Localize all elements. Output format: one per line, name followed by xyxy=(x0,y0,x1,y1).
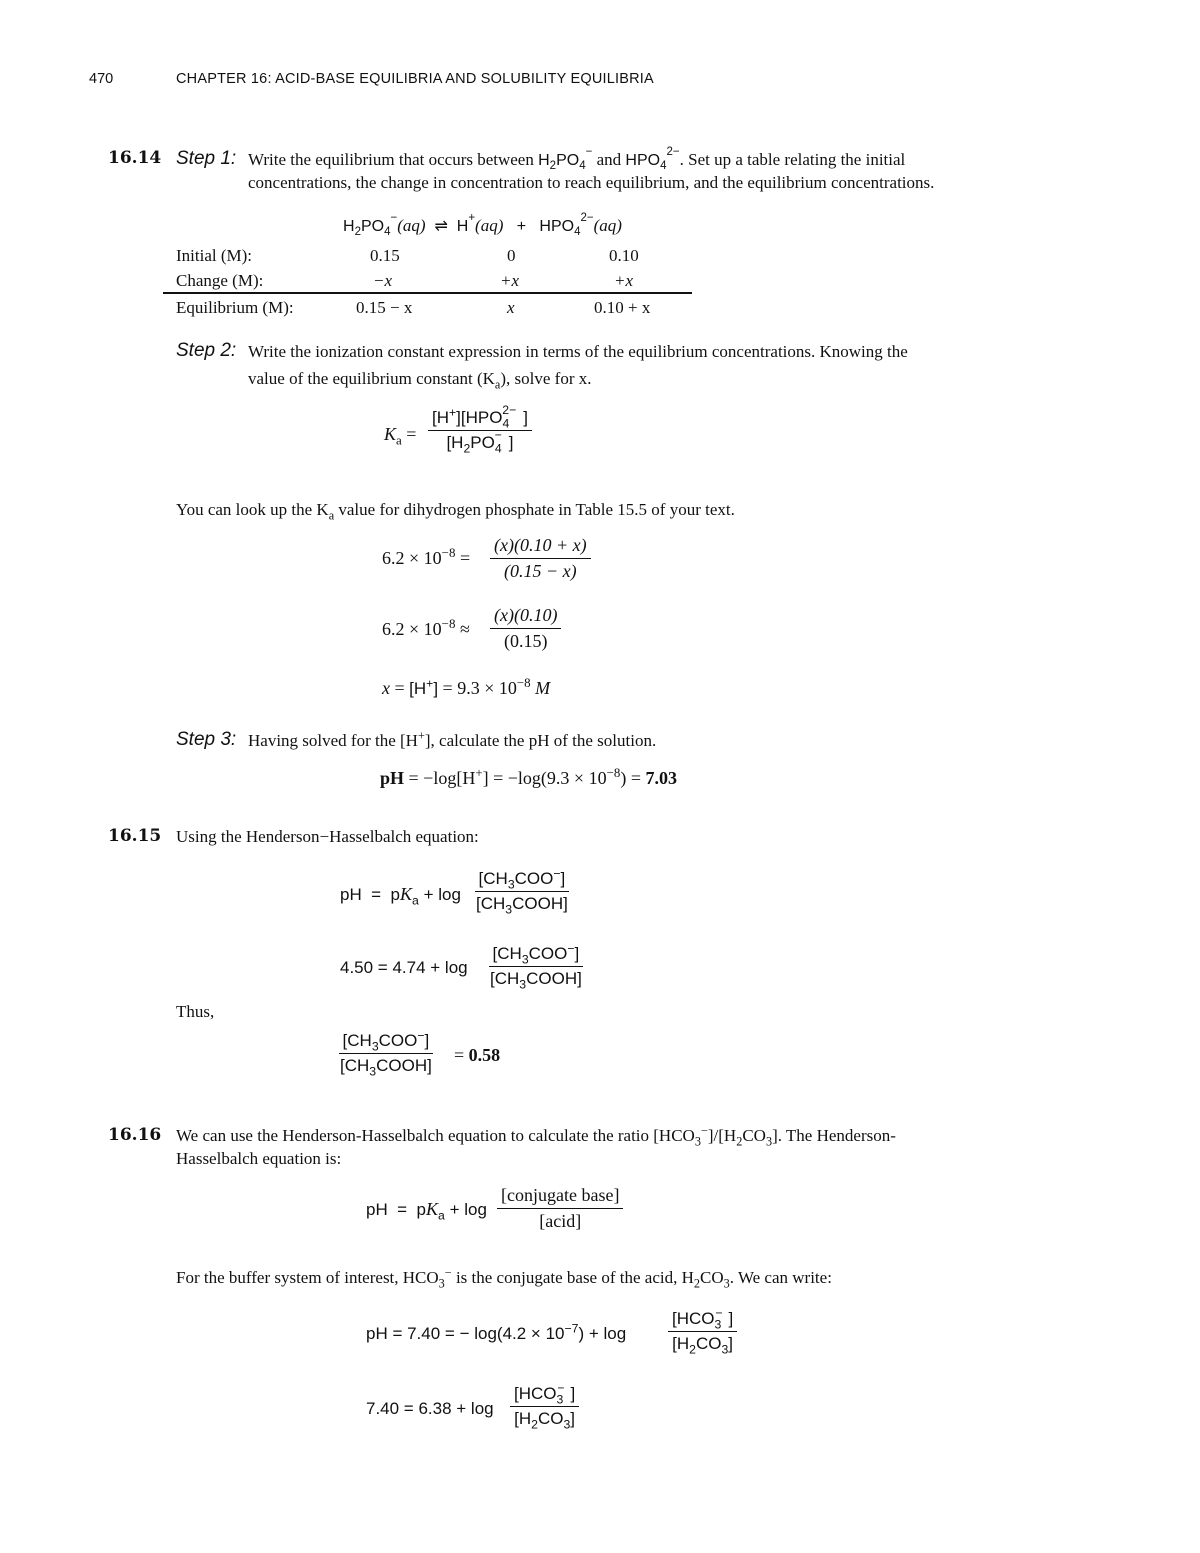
row-change-label: Change (M): xyxy=(176,271,264,290)
step2-line2: value of the equilibrium constant $(K_a)$, solve for x. xyxy=(248,369,592,392)
step1-line2: concentrations, the change in concentration to reach equilibrium, and the equilibrium concentrations. xyxy=(248,173,935,192)
buffer-fraction-a: [$HCO_3^-$ ] $[H_2CO_3]$ xyxy=(668,1309,737,1354)
step1-line1: Write the equilibrium that occurs between $H_2PO_4^-$ and $HPO_4^{2-}$. Set up a table relating the initial xyxy=(248,145,906,173)
ka-fraction: $[H^+][HPO_4^{2-}$ ] [$H_2PO_4^-$ ] xyxy=(428,408,532,453)
row-change-c2: +x xyxy=(500,271,520,290)
ph-equation: pH = $-\log[H^+] = -\log(9.3 \times 10^{-8}) = 7.03$ xyxy=(380,765,678,788)
problem-number-16-15: 16.15 xyxy=(108,826,162,846)
buffer-fraction-b: [$HCO_3^-$ ] $[H_2CO_3]$ xyxy=(510,1384,579,1429)
hh-fraction-2: $[CH_3COO^-]$ $[CH_3COOH]$ xyxy=(490,941,582,992)
step3-text: Having solved for the [H+], calculate the pH of the solution. xyxy=(248,728,657,750)
problem-number-16-16: 16.16 xyxy=(108,1125,162,1145)
ka-symbol: $K_a$ = xyxy=(384,424,417,448)
eq1-fraction: $\frac{(x)(0.10 + x)}{(0.15 - x)}$ xyxy=(490,535,591,582)
hh-general-fraction: [conjugate base] [acid] xyxy=(497,1185,623,1232)
row-initial-c2: 0 xyxy=(507,246,516,265)
ratio-fraction: $[CH_3COO^-]$ $[CH_3COOH]$ xyxy=(340,1028,432,1079)
ratio-result: = 0.58 xyxy=(454,1045,501,1065)
hh-equation-2: 4.50 = 4.74 + log xyxy=(340,958,468,977)
hh-fraction-1: $[CH_3COO^-]$ $[CH_3COOH]$ xyxy=(476,866,568,917)
buffer-equation-a: pH = 7.40 = − $\log(4.2 \times 10^{-7}) + \log$ xyxy=(366,1321,627,1343)
step2-label: Step 2: xyxy=(176,340,237,361)
buffer-equation-b: 7.40 = 6.38 + log xyxy=(366,1399,494,1418)
table-rule xyxy=(163,292,692,294)
step2-line1: Write the ionization constant expression in terms of the equilibrium concentrations. Knowing the xyxy=(248,342,908,361)
eq1-left: $6.2 \times 10^{-8}$ = xyxy=(382,545,471,568)
p1616-line2: Hasselbalch equation is: xyxy=(176,1149,342,1168)
row-initial-c1: 0.15 xyxy=(370,246,400,265)
step3-label: Step 3: xyxy=(176,729,237,750)
thus-text: Thus, xyxy=(176,1002,215,1021)
row-initial-label: Initial (M): xyxy=(176,246,253,265)
row-equilibrium-label: Equilibrium (M): xyxy=(176,298,294,317)
hh-general-equation: pH = $pK_a + \log$ xyxy=(366,1199,487,1223)
page-number: 470 xyxy=(89,71,114,87)
buffer-text: For the buffer system of interest, $HCO_3^-$ is the conjugate base of the acid, $H_2CO_3$. We can write: xyxy=(176,1265,832,1291)
eq2-left: $6.2 \times 10^{-8}$ ≈ xyxy=(382,616,470,639)
hh-intro: Using the Henderson−Hasselbalch equation: xyxy=(176,827,479,846)
hh-equation-1: pH = $pK_a + \log$ xyxy=(340,884,461,908)
equilibrium-equation: $H_2PO_4^-(aq)$ ⇌ $H^+(aq) + HPO_4^{2-}(aq)$ xyxy=(343,211,622,239)
row-equilibrium-c1: 0.15 − x xyxy=(356,298,413,317)
chapter-title: CHAPTER 16: ACID-BASE EQUILIBRIA AND SOLUBILITY EQUILIBRIA xyxy=(176,71,654,87)
step1-label: Step 1: xyxy=(176,148,237,169)
row-initial-c3: 0.10 xyxy=(609,246,639,265)
p1616-line1: We can use the Henderson-Hasselbalch equation to calculate the ratio $[HCO_3^-]/[H_2CO_3]$. The Henderson- xyxy=(176,1123,896,1149)
eq2-fraction: $\frac{(x)(0.10)}{(0.15)}$ xyxy=(490,605,561,652)
row-change-c3: +x xyxy=(614,271,634,290)
lookup-text: You can look up the $K_a$ value for dihydrogen phosphate in Table 15.5 of your text. xyxy=(176,500,735,523)
eq3: $x = [H^+] = 9.3 \times 10^{-8}$ M xyxy=(382,675,551,698)
row-equilibrium-c2: x xyxy=(507,298,515,317)
row-equilibrium-c3: 0.10 + x xyxy=(594,298,651,317)
problem-number-16-14: 16.14 xyxy=(108,148,162,168)
row-change-c1: −x xyxy=(373,271,393,290)
